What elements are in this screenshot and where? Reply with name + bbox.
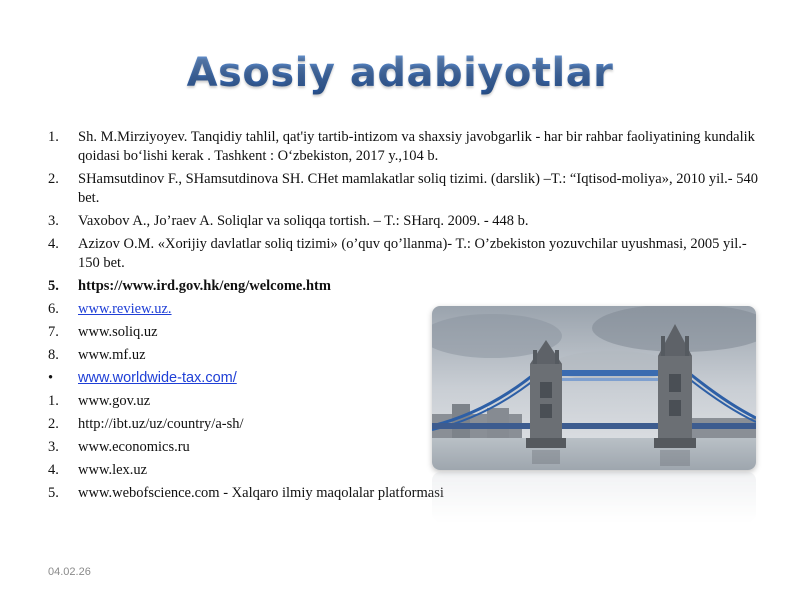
slide-title: Asosiy adabiyotlar [0,50,800,96]
list-text: www.webofscience.com - Xalqaro ilmiy maqolalar platformasi [78,485,444,501]
list-text: https://www.ird.gov.hk/eng/welcome.htm [78,278,331,294]
list-text: www.soliq.uz [78,324,158,340]
list-text: Vaxobov A., Jo’raev A. Soliqlar va soliqqa tortish. – T.: SHarq. 2009. - 448 b. [78,213,529,229]
reflection-illustration [432,472,756,522]
list-text: SHamsutdinov F., SHamsutdinova SH. CHet mamlakatlar soliq tizimi. (darslik) –T.: “Iqtisod-moliya», 2010 yil.- 540 bet. [78,171,759,206]
list-text: www.mf.uz [78,347,146,363]
slide-date: 04.02.26 [48,566,91,578]
list-number: 7. [48,324,59,340]
list-item [40,170,760,208]
list-text: Azizov O.M. «Xorijiy davlatlar soliq tizimi» (o’quv qo’llanma)- T.: O’zbekiston yozuvchilar uyushmasi, 2005 yil.- 150 bet. [78,236,747,271]
list-text: www.economics.ru [78,439,190,455]
list-number: 6. [48,301,59,317]
list-bullet: • [48,370,54,386]
list-item [40,128,760,166]
review-link[interactable]: www.review.uz. [78,301,172,317]
worldwide-tax-link[interactable]: www.worldwide-tax.com/ [78,370,237,386]
list-item [40,277,760,296]
photo-reflection [432,472,756,522]
list-number: 2. [48,171,59,187]
list-number: 1. [48,129,59,145]
tower-bridge-illustration [432,306,756,470]
list-text: www.gov.uz [78,393,151,409]
list-number: 8. [48,347,59,363]
list-number: 3. [48,213,59,229]
list-item [40,212,760,231]
list-text: Sh. M.Mirziyoyev. Tanqidiy tahlil, qat'iy tartib-intizom va shaxsiy javobgarlik - har bir rahbar faoliyatining kundalik qoidasi bo‘lishi kerak . Tashkent : O‘zbekiston, 2017 y.,104 b. [78,129,755,164]
list-number: 5. [48,278,59,294]
list-number: 2. [48,416,59,432]
list-text: http://ibt.uz/uz/country/a-sh/ [78,416,244,432]
tower-bridge-photo [432,306,756,470]
list-number: 3. [48,439,59,455]
list-number: 1. [48,393,59,409]
list-number: 5. [48,485,59,501]
list-text: www.lex.uz [78,462,148,478]
list-number: 4. [48,236,59,252]
list-item [40,235,760,273]
list-number: 4. [48,462,59,478]
